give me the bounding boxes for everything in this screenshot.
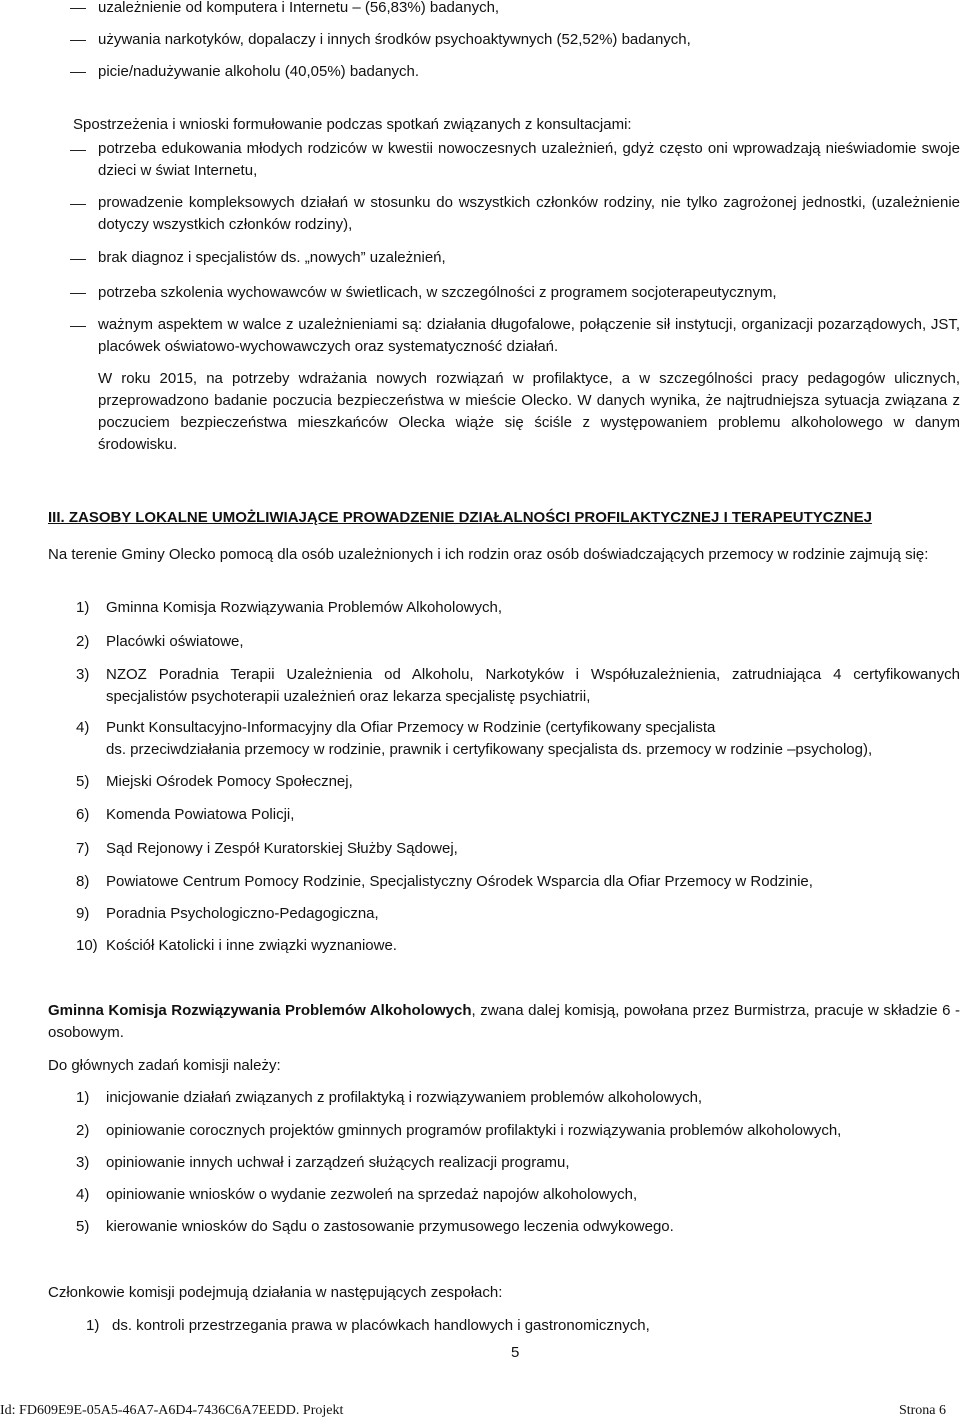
bullet-dash xyxy=(70,204,86,205)
resource-item: Poradnia Psychologiczno-Pedagogiczna, xyxy=(106,905,379,922)
bullet-dash xyxy=(70,72,86,73)
resource-item: Powiatowe Centrum Pomocy Rodzinie, Specjalistyczny Ośrodek Wsparcia dla Ofiar Przemocy w Rodzinie, xyxy=(106,873,813,890)
task-number: 2) xyxy=(76,1122,90,1139)
resource-item: Kościół Katolicki i inne związki wyznaniowe. xyxy=(106,937,397,954)
resource-number: 6) xyxy=(76,806,90,823)
resources-intro: Na terenie Gminy Olecko pomocą dla osób uzależnionych i ich rodzin oraz osób doświadczających przemocy w rodzinie zajmują się: xyxy=(48,546,929,563)
resource-number: 7) xyxy=(76,840,90,857)
top-bullet-1: uzależnienie od komputera i Internetu – (56,83%) badanych, xyxy=(98,0,500,16)
task-number: 1) xyxy=(76,1089,90,1106)
resource-item-line2: ds. przeciwdziałania przemocy w rodzinie, prawnik i certyfikowany specjalista ds. przemocy w rodzinie –psycholog), xyxy=(106,741,873,758)
bullet-dash xyxy=(70,40,86,41)
resource-number: 10) xyxy=(76,937,98,954)
task-item: opiniowanie corocznych projektów gminnych programów profilaktyki i rozwiązywania problemów alkoholowych, xyxy=(106,1122,842,1139)
member-number: 1) xyxy=(86,1317,100,1334)
resource-item: NZOZ Poradnia Terapii Uzależnienia od Alkoholu, Narkotyków i Współuzależnienia, zatrudniająca 4 certyfikowanych specjalistów psychoterapii uzależnień oraz lekarza specjalistę psychiatrii, xyxy=(106,666,960,705)
resource-item: Gminna Komisja Rozwiązywania Problemów Alkoholowych, xyxy=(106,599,502,616)
bullet-dash xyxy=(70,8,86,9)
task-item: opiniowanie innych uchwał i zarządzeń służących realizacji programu, xyxy=(106,1154,570,1171)
observation-2: prowadzenie kompleksowych działań w stosunku do wszystkich członków rodziny, nie tylko zagrożonej jednostki, (uzależnienie dotyczy wszystkich członków rodziny), xyxy=(98,194,960,233)
resource-item: Miejski Ośrodek Pomocy Społecznej, xyxy=(106,773,353,790)
document-id: Id: FD609E9E-05A5-46A7-A6D4-7436C6A7EEDD. Projekt xyxy=(0,1403,344,1418)
bullet-dash xyxy=(70,293,86,294)
observation-4: potrzeba szkolenia wychowawców w świetlicach, w szczególności z programem socjoterapeutycznym, xyxy=(98,284,777,301)
bullet-dash xyxy=(70,326,86,327)
task-number: 4) xyxy=(76,1186,90,1203)
observations-intro: Spostrzeżenia i wnioski formułowanie podczas spotkań związanych z konsultacjami: xyxy=(73,116,632,133)
task-number: 5) xyxy=(76,1218,90,1235)
bullet-dash xyxy=(70,150,86,151)
observation-1: potrzeba edukowania młodych rodziców w kwestii nowoczesnych uzależnień, gdyż często oni wprowadzają nieświadomie swoje dzieci w świat Internetu, xyxy=(98,140,960,179)
commission-name: Gminna Komisja Rozwiązywania Problemów Alkoholowych xyxy=(48,1002,472,1019)
observation-5: ważnym aspektem w walce z uzależnieniami są: działania długofalowe, połączenie sił instytucji, organizacji pozarządowych, JST, placówek oświatowo-wychowawczych oraz systematyczność działań. xyxy=(98,316,960,355)
task-number: 3) xyxy=(76,1154,90,1171)
page-number: 5 xyxy=(511,1344,520,1361)
resource-number: 9) xyxy=(76,905,90,922)
top-bullet-3: picie/nadużywanie alkoholu (40,05%) badanych. xyxy=(98,63,420,80)
resource-item: Komenda Powiatowa Policji, xyxy=(106,806,295,823)
task-item: kierowanie wniosków do Sądu o zastosowanie przymusowego leczenia odwykowego. xyxy=(106,1218,674,1235)
resource-item: Sąd Rejonowy i Zespół Kuratorskiej Służby Sądowej, xyxy=(106,840,458,857)
resource-number: 5) xyxy=(76,773,90,790)
tasks-intro: Do głównych zadań komisji należy: xyxy=(48,1057,281,1074)
resource-number: 2) xyxy=(76,633,90,650)
resource-item: Placówki oświatowe, xyxy=(106,633,244,650)
commission-description: , zwana dalej komisją, powołana przez Burmistrza, pracuje w składzie 6 - osobowym. xyxy=(48,1002,960,1041)
resource-number: 4) xyxy=(76,719,90,736)
members-intro: Członkowie komisji podejmują działania w następujących zespołach: xyxy=(48,1284,503,1301)
resource-number: 8) xyxy=(76,873,90,890)
member-item: ds. kontroli przestrzegania prawa w placówkach handlowych i gastronomicznych, xyxy=(112,1317,650,1334)
resource-number: 1) xyxy=(76,599,90,616)
resource-number: 3) xyxy=(76,666,90,683)
section-heading: III. ZASOBY LOKALNE UMOŻLIWIAJĄCE PROWADZENIE DZIAŁALNOŚCI PROFILAKTYCZNEJ I TERAPEUTYCZNEJ xyxy=(48,509,872,526)
task-item: inicjowanie działań związanych z profilaktyką i rozwiązywaniem problemów alkoholowych, xyxy=(106,1089,703,1106)
bullet-dash xyxy=(70,259,86,260)
commission-paragraph xyxy=(48,1000,960,1044)
resource-item-line1: Punkt Konsultacyjno-Informacyjny dla Ofiar Przemocy w Rodzinie (certyfikowany specjalista xyxy=(106,719,716,736)
paragraph-2015: W roku 2015, na potrzeby wdrażania nowych rozwiązań w profilaktyce, a w szczególności pracy pedagogów ulicznych, przeprowadzono badanie poczucia bezpieczeństwa w mieście Olecko. W danych wynika, że najtrudniejsza sytuacja związana z poczuciem bezpieczeństwa mieszkańców Olecka wiąże się ściśle z występowaniem problemu alkoholowego w danym środowisku. xyxy=(98,370,960,453)
top-bullet-2: używania narkotyków, dopalaczy i innych środków psychoaktywnych (52,52%) badanych, xyxy=(98,31,691,48)
footer-page-label: Strona 6 xyxy=(898,1403,946,1418)
task-item: opiniowanie wniosków o wydanie zezwoleń na sprzedaż napojów alkoholowych, xyxy=(106,1186,638,1203)
observation-3: brak diagnoz i specjalistów ds. „nowych” uzależnień, xyxy=(98,249,446,266)
